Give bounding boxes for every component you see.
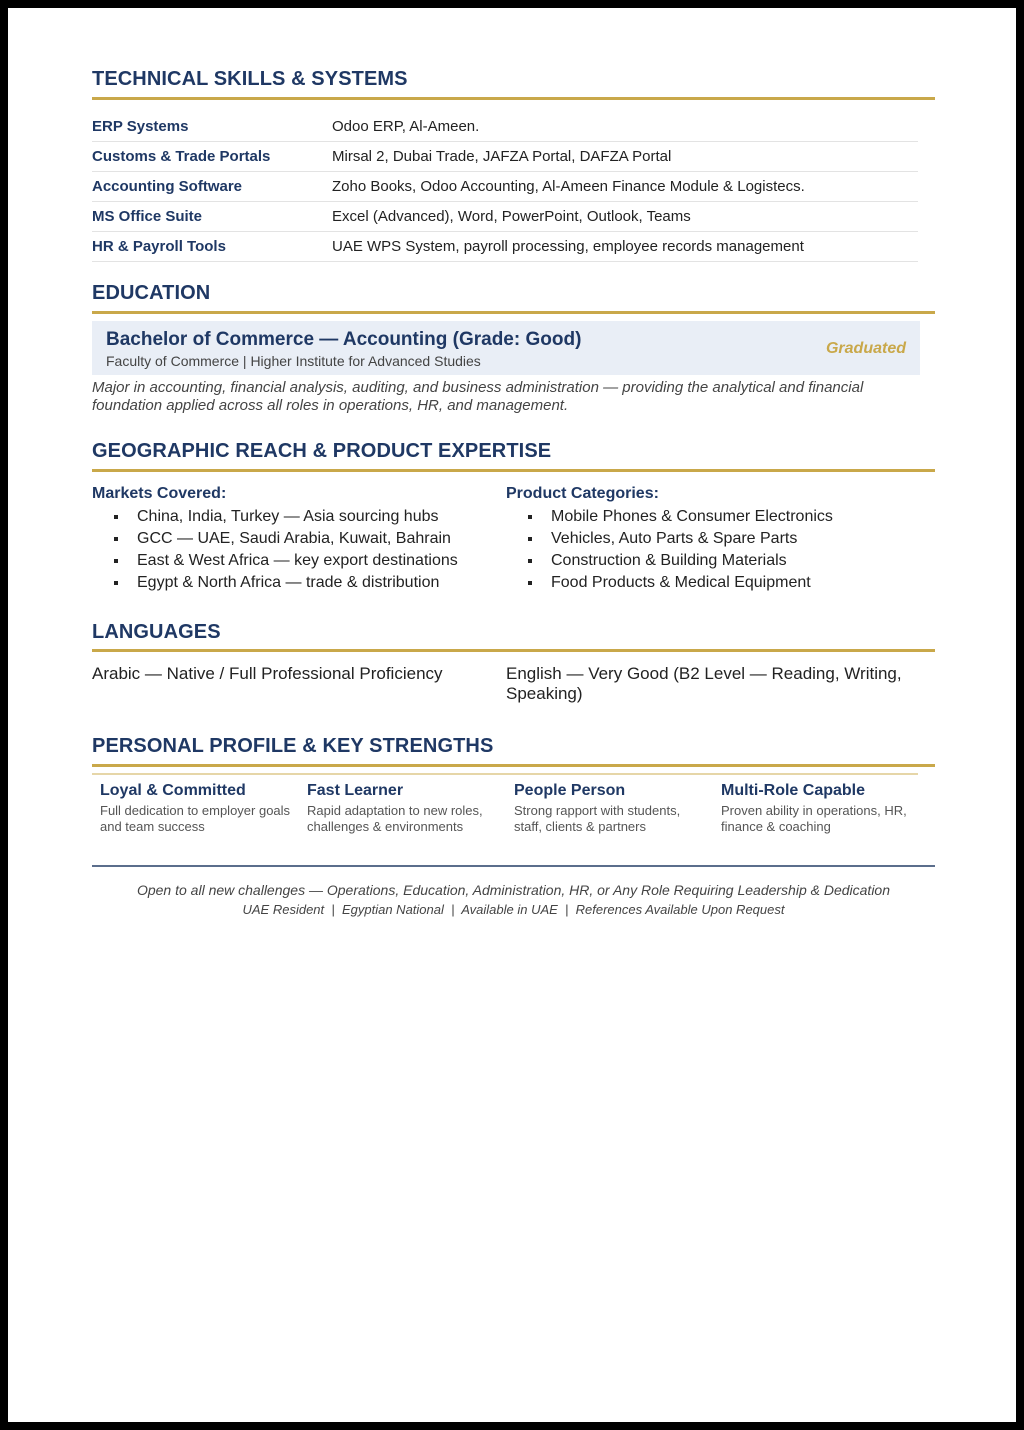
markets-heading: Markets Covered: xyxy=(92,485,227,502)
languages-section-title: LANGUAGES xyxy=(92,621,221,643)
products-list xyxy=(506,506,926,594)
profile-section-title: PERSONAL PROFILE & KEY STRENGTHS xyxy=(92,735,494,757)
strength-description: Full dedication to employer goals and team success xyxy=(100,803,291,834)
strength-card xyxy=(713,782,913,835)
strength-card xyxy=(299,782,499,835)
skill-category: MS Office Suite xyxy=(92,208,203,225)
strength-title: Loyal & Committed xyxy=(100,782,246,799)
markets-list xyxy=(92,506,492,594)
resume-page xyxy=(8,8,1016,1422)
profile-subdivider xyxy=(92,773,918,775)
skills-divider xyxy=(92,97,935,100)
profile-divider xyxy=(92,764,935,767)
strength-description: Proven ability in operations, HR, finance & coaching xyxy=(721,803,907,834)
education-divider xyxy=(92,311,935,314)
skill-category: Customs & Trade Portals xyxy=(92,148,271,165)
strength-description: Rapid adaptation to new roles, challenges & environments xyxy=(307,803,483,834)
list-item: Egypt & North Africa — trade & distribution xyxy=(92,572,492,594)
strength-card xyxy=(506,782,706,835)
graduation-status: Graduated xyxy=(825,340,906,357)
education-entry xyxy=(92,321,920,375)
skills-row xyxy=(92,172,918,202)
list-item: East & West Africa — key export destinations xyxy=(92,550,492,572)
list-item: Food Products & Medical Equipment xyxy=(506,572,926,594)
strength-description: Strong rapport with students, staff, clients & partners xyxy=(514,803,681,834)
skills-row xyxy=(92,232,918,262)
list-item: China, India, Turkey — Asia sourcing hubs xyxy=(92,506,492,528)
degree-title: Bachelor of Commerce — Accounting (Grade: Good) xyxy=(106,329,582,350)
skill-value: Odoo ERP, Al-Ameen. xyxy=(332,118,480,135)
skills-table xyxy=(92,112,918,262)
education-description: Major in accounting, financial analysis, auditing, and business administration — providing the analytical and financial foundation applied across all roles in operations, HR, and management. xyxy=(92,379,864,414)
list-item: Construction & Building Materials xyxy=(506,550,926,572)
skills-row xyxy=(92,142,918,172)
footer-availability: Open to all new challenges — Operations, Education, Administration, HR, or Any Role Requiring Leadership & Dedication xyxy=(136,882,891,898)
footer-divider xyxy=(92,865,935,867)
skill-value: UAE WPS System, payroll processing, employee records management xyxy=(332,238,804,255)
strength-title: People Person xyxy=(514,782,626,799)
skill-value: Mirsal 2, Dubai Trade, JAFZA Portal, DAFZA Portal xyxy=(332,148,672,165)
education-section-title: EDUCATION xyxy=(92,282,211,304)
language-arabic: Arabic — Native / Full Professional Proficiency xyxy=(92,664,443,683)
footer-details: UAE Resident | Egyptian National | Available in UAE | References Available Upon Request xyxy=(242,902,785,917)
products-heading: Product Categories: xyxy=(506,485,659,502)
skill-category: HR & Payroll Tools xyxy=(92,238,226,255)
language-english: English — Very Good (B2 Level — Reading, Writing, Speaking) xyxy=(506,664,902,703)
languages-divider xyxy=(92,649,935,652)
skills-section-title: TECHNICAL SKILLS & SYSTEMS xyxy=(92,68,408,90)
institution-name: Faculty of Commerce | Higher Institute for Advanced Studies xyxy=(106,353,481,369)
skills-row xyxy=(92,112,918,142)
list-item: Mobile Phones & Consumer Electronics xyxy=(506,506,926,528)
skill-value: Zoho Books, Odoo Accounting, Al-Ameen Finance Module & Logistecs. xyxy=(332,178,805,195)
geographic-section-title: GEOGRAPHIC REACH & PRODUCT EXPERTISE xyxy=(92,440,552,462)
strength-card xyxy=(92,782,292,835)
skill-category: Accounting Software xyxy=(92,178,243,195)
list-item: Vehicles, Auto Parts & Spare Parts xyxy=(506,528,926,550)
strength-title: Multi-Role Capable xyxy=(721,782,866,799)
strength-title: Fast Learner xyxy=(307,782,404,799)
list-item: GCC — UAE, Saudi Arabia, Kuwait, Bahrain xyxy=(92,528,492,550)
skill-category: ERP Systems xyxy=(92,118,189,135)
geographic-divider xyxy=(92,469,935,472)
skills-row xyxy=(92,202,918,232)
skill-value: Excel (Advanced), Word, PowerPoint, Outlook, Teams xyxy=(332,208,691,225)
